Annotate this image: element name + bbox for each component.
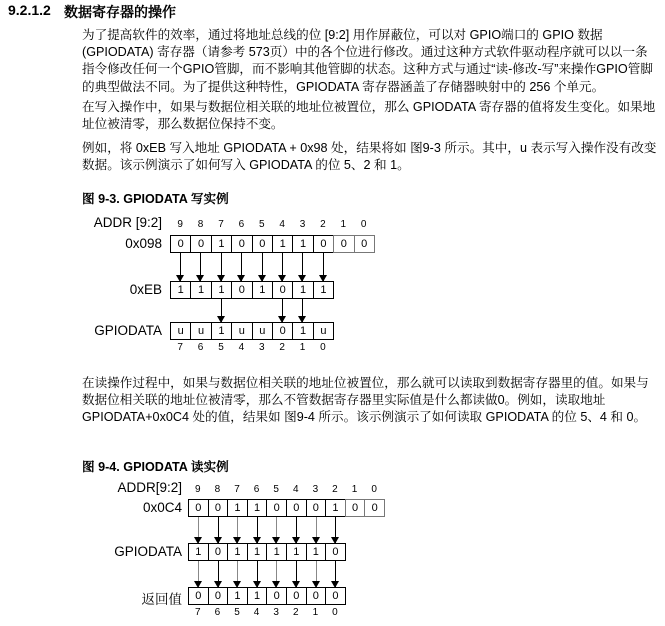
- figure-write-title: 图 9-3. GPIODATA 写实例: [82, 192, 229, 206]
- bit-cell: 1: [272, 235, 293, 253]
- bit-cell: 0: [190, 235, 211, 253]
- figure-read-title: 图 9-4. GPIODATA 读实例: [82, 460, 229, 474]
- register-row: [188, 543, 346, 561]
- register-row-label: 0xEB: [129, 282, 162, 297]
- register-row-label: 返回值: [141, 592, 182, 607]
- addr-bit-number: 7: [218, 219, 224, 230]
- addr-label: ADDR[9:2]: [117, 480, 182, 495]
- addr-bit-number: 2: [320, 219, 326, 230]
- data-bit-number: 2: [292, 607, 299, 618]
- bit-cell: 0: [170, 235, 191, 253]
- bit-cell: 1: [211, 281, 232, 299]
- register-row: [188, 587, 346, 605]
- bit-cell: 0: [306, 499, 327, 517]
- data-bit-number: 5: [234, 607, 240, 618]
- arrow-icon: [276, 561, 277, 587]
- addr-bit-number: 7: [234, 484, 240, 495]
- bit-cell: 0: [286, 587, 307, 605]
- addr-bit-number: 1: [340, 219, 347, 230]
- data-bit-number: 4: [253, 607, 260, 618]
- bit-cell: 1: [292, 322, 313, 340]
- bit-cell: 1: [247, 499, 268, 517]
- register-row-label: GPIODATA: [94, 323, 162, 338]
- register-row-label: 0x0C4: [142, 500, 182, 515]
- arrow-icon: [296, 517, 297, 543]
- register-row: [188, 499, 385, 517]
- addr-bit-number: 3: [299, 219, 306, 230]
- bit-cell: 0: [252, 235, 273, 253]
- bit-cell: 0: [188, 587, 209, 605]
- bit-cell: 1: [313, 281, 334, 299]
- section-title: 数据寄存器的操作: [64, 4, 176, 20]
- bit-cell: 0: [208, 587, 229, 605]
- addr-bit-number: 8: [197, 219, 204, 230]
- bit-cell: 0: [333, 235, 354, 253]
- data-bit-number: 6: [197, 342, 204, 353]
- data-bit-number: 0: [320, 342, 326, 353]
- data-bit-numbers: [188, 607, 345, 618]
- paragraph-write-rule: 在写入操作中，如果与数据位相关联的地址位被置位，那么 GPIODATA 寄存器的值将发生变化。如果地址位被清零，那么数据位保持不变。: [82, 100, 656, 132]
- bit-cell: 1: [325, 499, 346, 517]
- data-bit-number: 7: [195, 607, 201, 618]
- addr-label: ADDR [9:2]: [93, 215, 162, 230]
- addr-bit-number: 4: [279, 219, 285, 230]
- bit-cell: 1: [247, 587, 268, 605]
- register-row-label: 0x098: [125, 236, 162, 251]
- arrow-icon: [276, 517, 277, 543]
- register-row-label: GPIODATA: [114, 544, 182, 559]
- arrow-icon: [198, 517, 199, 543]
- bit-cell: 1: [170, 281, 191, 299]
- bit-cell: 0: [325, 543, 346, 561]
- addr-bit-number: 1: [351, 484, 358, 495]
- arrow-icon: [218, 561, 219, 587]
- bit-cell: 1: [190, 281, 211, 299]
- bit-cell: 0: [364, 499, 385, 517]
- bit-cell: 1: [252, 281, 273, 299]
- bit-cell: 1: [292, 235, 313, 253]
- data-bit-number: 1: [299, 342, 306, 353]
- arrow-icon: [316, 561, 317, 587]
- arrow-icon: [257, 517, 258, 543]
- arrow-icon: [198, 561, 199, 587]
- bit-cell: 1: [286, 543, 307, 561]
- arrow-icon: [257, 561, 258, 587]
- addr-bit-number: 6: [253, 484, 260, 495]
- bit-cell: 1: [227, 543, 248, 561]
- arrow-icon: [316, 517, 317, 543]
- bit-cell: 0: [266, 499, 287, 517]
- addr-bit-number: 9: [195, 484, 201, 495]
- data-bit-number: 5: [218, 342, 224, 353]
- bit-cell: 1: [292, 281, 313, 299]
- addr-bit-number: 6: [238, 219, 245, 230]
- bit-cell: 1: [188, 543, 209, 561]
- bit-cell: 1: [247, 543, 268, 561]
- addr-bit-number: 5: [273, 484, 279, 495]
- addr-bit-number: 3: [312, 484, 319, 495]
- bit-cell: 0: [325, 587, 346, 605]
- bit-cell: 0: [188, 499, 209, 517]
- arrow-icon: [218, 517, 219, 543]
- bit-cell: 0: [208, 543, 229, 561]
- bit-cell: 1: [306, 543, 327, 561]
- addr-bit-number: 9: [177, 219, 183, 230]
- bit-cell: 0: [272, 281, 293, 299]
- data-bit-number: 3: [273, 607, 279, 618]
- bit-cell: u: [170, 322, 191, 340]
- paragraph-write-example: 例如，将 0xEB 写入地址 GPIODATA + 0x98 处，结果将如 图9-3 所示。其中，u 表示写入操作没有改变数据。该示例演示了如何写入 GPIODATA 的位 5、2 和 1。: [82, 141, 657, 173]
- bit-cell: 1: [266, 543, 287, 561]
- arrow-icon: [296, 561, 297, 587]
- addr-bit-number: 4: [292, 484, 299, 495]
- bit-cell: u: [313, 322, 334, 340]
- arrow-icon: [237, 517, 238, 543]
- paragraph-intro: 为了提高软件的效率，通过将地址总线的位 [9:2] 用作屏蔽位，可以对 GPIO端口的 GPIO 数据 (GPIODATA) 寄存器（请参考 573页）中的各个位进行修改。通过这种方式软件驱动程序就可以以一条指令修改任何一个GPIO管脚，而不影响其他管脚的状态。这种方式与通过“读-修改-写”来操作GPIO管脚的典型做法不同。为了提供这种特性，GPIODATA 寄存器涵盖了存储器映射中的 256 个单元。: [82, 28, 653, 94]
- data-bit-number: 2: [279, 342, 285, 353]
- arrow-icon: [335, 561, 336, 587]
- addr-bit-number: 8: [214, 484, 221, 495]
- bit-cell: u: [231, 322, 252, 340]
- bit-cell: 0: [345, 499, 366, 517]
- data-bit-number: 1: [312, 607, 319, 618]
- bit-cell: 1: [211, 235, 232, 253]
- bit-cell: 1: [211, 322, 232, 340]
- bit-cell: 1: [227, 499, 248, 517]
- addr-bit-number: 0: [371, 484, 377, 495]
- section-number: 9.2.1.2: [8, 2, 51, 18]
- bit-cell: 0: [266, 587, 287, 605]
- bit-cell: 1: [227, 587, 248, 605]
- bit-cell: 0: [313, 235, 334, 253]
- addr-bit-number: 0: [360, 219, 367, 230]
- bit-cell: 0: [306, 587, 327, 605]
- data-bit-number: 3: [258, 342, 265, 353]
- addr-bit-number: 2: [332, 484, 338, 495]
- bit-cell: 0: [231, 235, 252, 253]
- data-bit-number: 0: [332, 607, 338, 618]
- paragraph-read-example: 在读操作过程中，如果与数据位相关联的地址位被置位，那么就可以读取到数据寄存器里的值。如果与数据位相关联的地址位被清零，那么不管数据寄存器里实际值是什么都读做0。例如，读取地址 GPIODATA+0x0C4 处的值，结果如 图9-4 所示。该示例演示了如何读取 GPIODATA 的位 5、4 和 0。: [82, 376, 649, 425]
- bit-cell: u: [252, 322, 273, 340]
- addr-bit-number: 5: [258, 219, 265, 230]
- addr-bit-numbers: [188, 484, 384, 495]
- bit-cell: 0: [272, 322, 293, 340]
- arrow-icon: [237, 561, 238, 587]
- arrow-icon: [335, 517, 336, 543]
- data-bit-number: 6: [214, 607, 221, 618]
- bit-cell: 0: [354, 235, 375, 253]
- data-bit-number: 7: [177, 342, 183, 353]
- data-bit-number: 4: [238, 342, 245, 353]
- bit-cell: u: [190, 322, 211, 340]
- bit-cell: 0: [286, 499, 307, 517]
- bit-cell: 0: [231, 281, 252, 299]
- bit-cell: 0: [208, 499, 229, 517]
